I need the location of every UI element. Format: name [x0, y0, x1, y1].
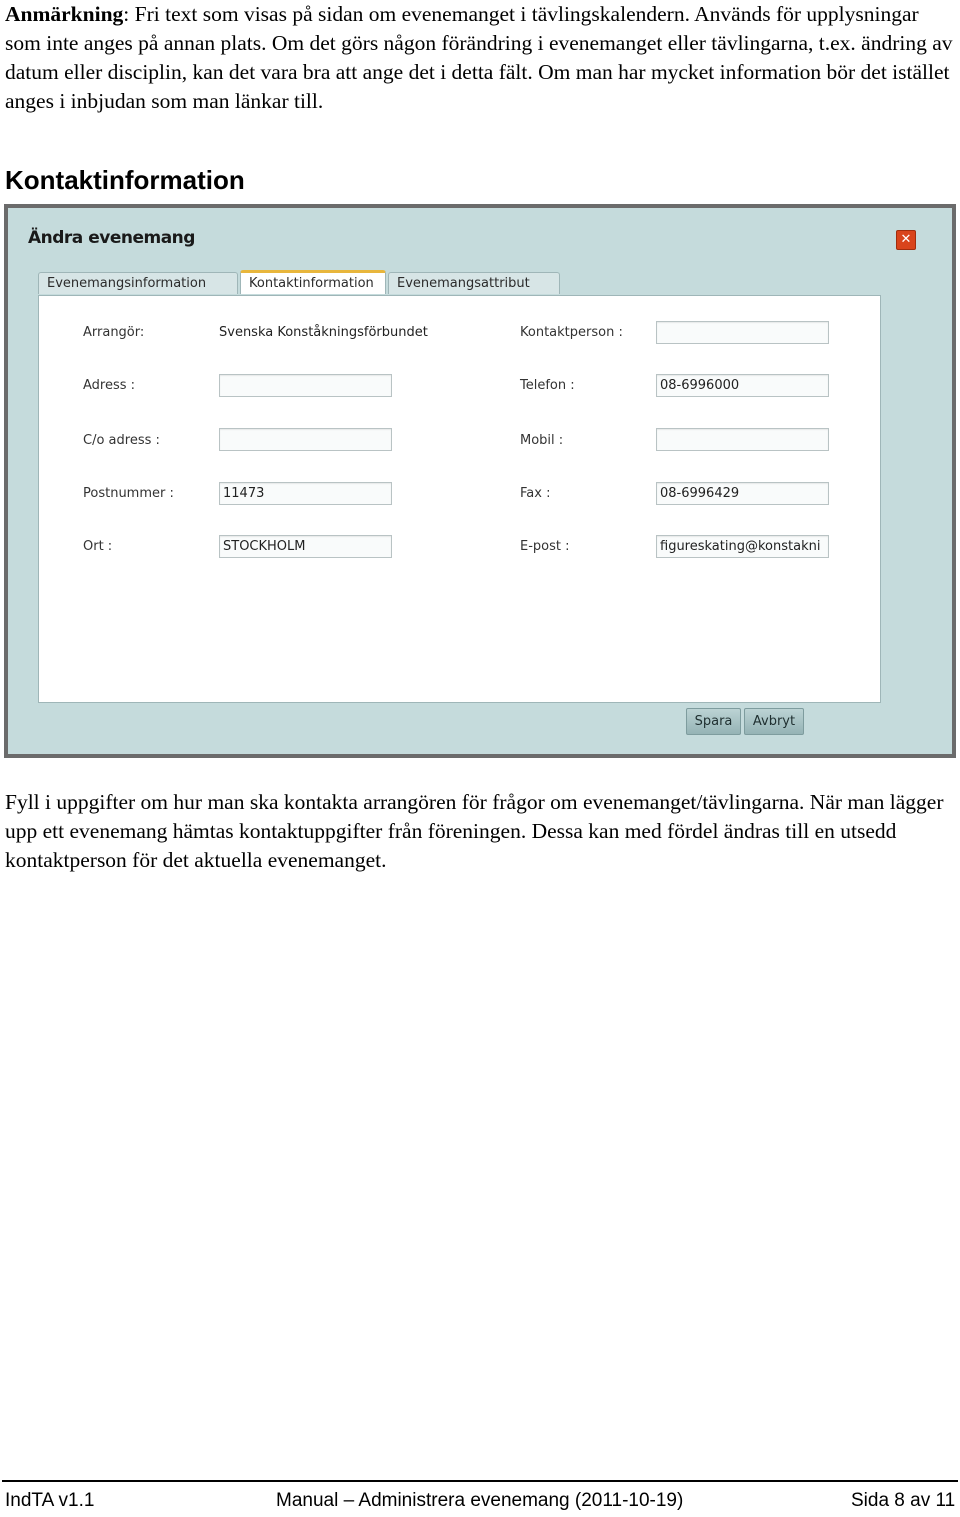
cancel-button[interactable]: Avbryt: [744, 708, 804, 735]
epost-label: E-post :: [520, 539, 570, 554]
postnummer-input[interactable]: [219, 482, 392, 505]
postnummer-label: Postnummer :: [83, 486, 174, 501]
save-button[interactable]: Spara: [686, 708, 741, 735]
intro-paragraph: [5, 0, 955, 116]
close-icon[interactable]: ✕: [896, 230, 916, 250]
tab-kontaktinformation[interactable]: Kontaktinformation: [240, 270, 386, 294]
dialog-screenshot: [4, 204, 956, 758]
mobil-input[interactable]: [656, 428, 829, 451]
adress-input[interactable]: [219, 374, 392, 397]
footer-title: Manual – Administrera evenemang (2011-10-19): [276, 1490, 684, 1511]
tab-evenemangsattribut[interactable]: Evenemangsattribut: [388, 272, 560, 294]
footer-version: IndTA v1.1: [5, 1490, 95, 1511]
footer-page-number: Sida 8 av 11: [851, 1490, 956, 1511]
contact-panel: [38, 295, 881, 703]
fax-input[interactable]: [656, 482, 829, 505]
co-adress-input[interactable]: [219, 428, 392, 451]
ort-label: Ort :: [83, 539, 113, 554]
mobil-label: Mobil :: [520, 433, 564, 448]
intro-text: : Fri text som visas på sidan om evenemanget i tävlingskalendern. Används för upplysningar som inte anges på annan plats. Om det görs någon förändring i evenemanget eller tävlingarna, t.ex. ändring av datum eller disciplin, kan det vara bra att ange det i detta fält. Om man har mycket information bör det istället anges i inbjudan som man länkar till.: [5, 2, 953, 113]
section-heading: Kontaktinformation: [5, 165, 245, 195]
tab-evenemangsinformation[interactable]: Evenemangsinformation: [38, 272, 238, 294]
arrangor-value: Svenska Konståkningsförbundet: [219, 325, 428, 340]
adress-label: Adress :: [83, 378, 136, 393]
intro-lead: Anmärkning: [5, 2, 124, 26]
arrangor-label: Arrangör:: [83, 325, 145, 340]
epost-input[interactable]: [656, 535, 829, 558]
description-paragraph: Fyll i uppgifter om hur man ska kontakta arrangören för frågor om evenemanget/tävlingarna. När man lägger upp ett evenemang hämtas kontaktuppgifter från föreningen. Dessa kan med fördel ändras till en utsedd kontaktperson för det aktuella evenemanget.: [5, 790, 944, 872]
telefon-label: Telefon :: [520, 378, 575, 393]
co-adress-label: C/o adress :: [83, 433, 160, 448]
kontaktperson-input[interactable]: [656, 321, 829, 344]
footer-divider: [2, 1480, 958, 1482]
ort-input[interactable]: [219, 535, 392, 558]
fax-label: Fax :: [520, 486, 551, 501]
kontaktperson-label: Kontaktperson :: [520, 325, 623, 340]
telefon-input[interactable]: [656, 374, 829, 397]
dialog-title: Ändra evenemang: [28, 228, 195, 248]
